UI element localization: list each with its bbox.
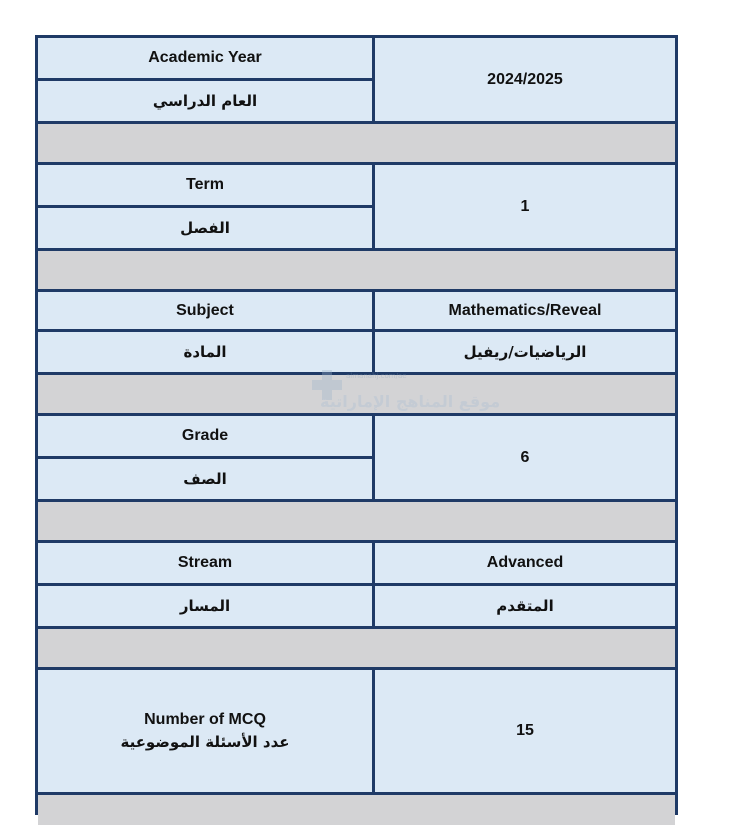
stream-value: Advanced [375, 543, 675, 583]
mcq-label [38, 670, 372, 792]
term-label-ar: الفصل [38, 208, 372, 248]
watermark-url: almanahj.com/ae [346, 372, 407, 380]
grade-label-ar: الصف [38, 459, 372, 499]
subject-label: Subject [38, 292, 372, 329]
grade-label: Grade [38, 416, 372, 456]
row-separator [38, 502, 675, 540]
stream-label: Stream [38, 543, 372, 583]
subject-label-ar: المادة [38, 332, 372, 372]
stream-label-ar: المسار [38, 586, 372, 626]
academic-year-value: 2024/2025 [375, 38, 675, 121]
term-label: Term [38, 165, 372, 205]
mcq-label-ar: عدد الأسئلة الموضوعية [120, 733, 290, 751]
subject-value: Mathematics/Reveal [375, 292, 675, 329]
academic-year-label-ar: العام الدراسي [38, 81, 372, 121]
academic-year-label: Academic Year [38, 38, 372, 78]
grade-value: 6 [375, 416, 675, 499]
row-separator [38, 251, 675, 289]
watermark-brand: موقع المناهج الإماراتية [320, 392, 501, 411]
term-value: 1 [375, 165, 675, 248]
row-separator [38, 375, 675, 413]
subject-value-ar: الرياضيات/ريفيل [375, 332, 675, 372]
row-separator [38, 629, 675, 667]
stream-value-ar: المتقدم [375, 586, 675, 626]
info-table [35, 35, 678, 815]
mcq-value: 15 [375, 670, 675, 792]
mcq-label-en: Number of MCQ [144, 711, 266, 728]
row-separator [38, 124, 675, 162]
